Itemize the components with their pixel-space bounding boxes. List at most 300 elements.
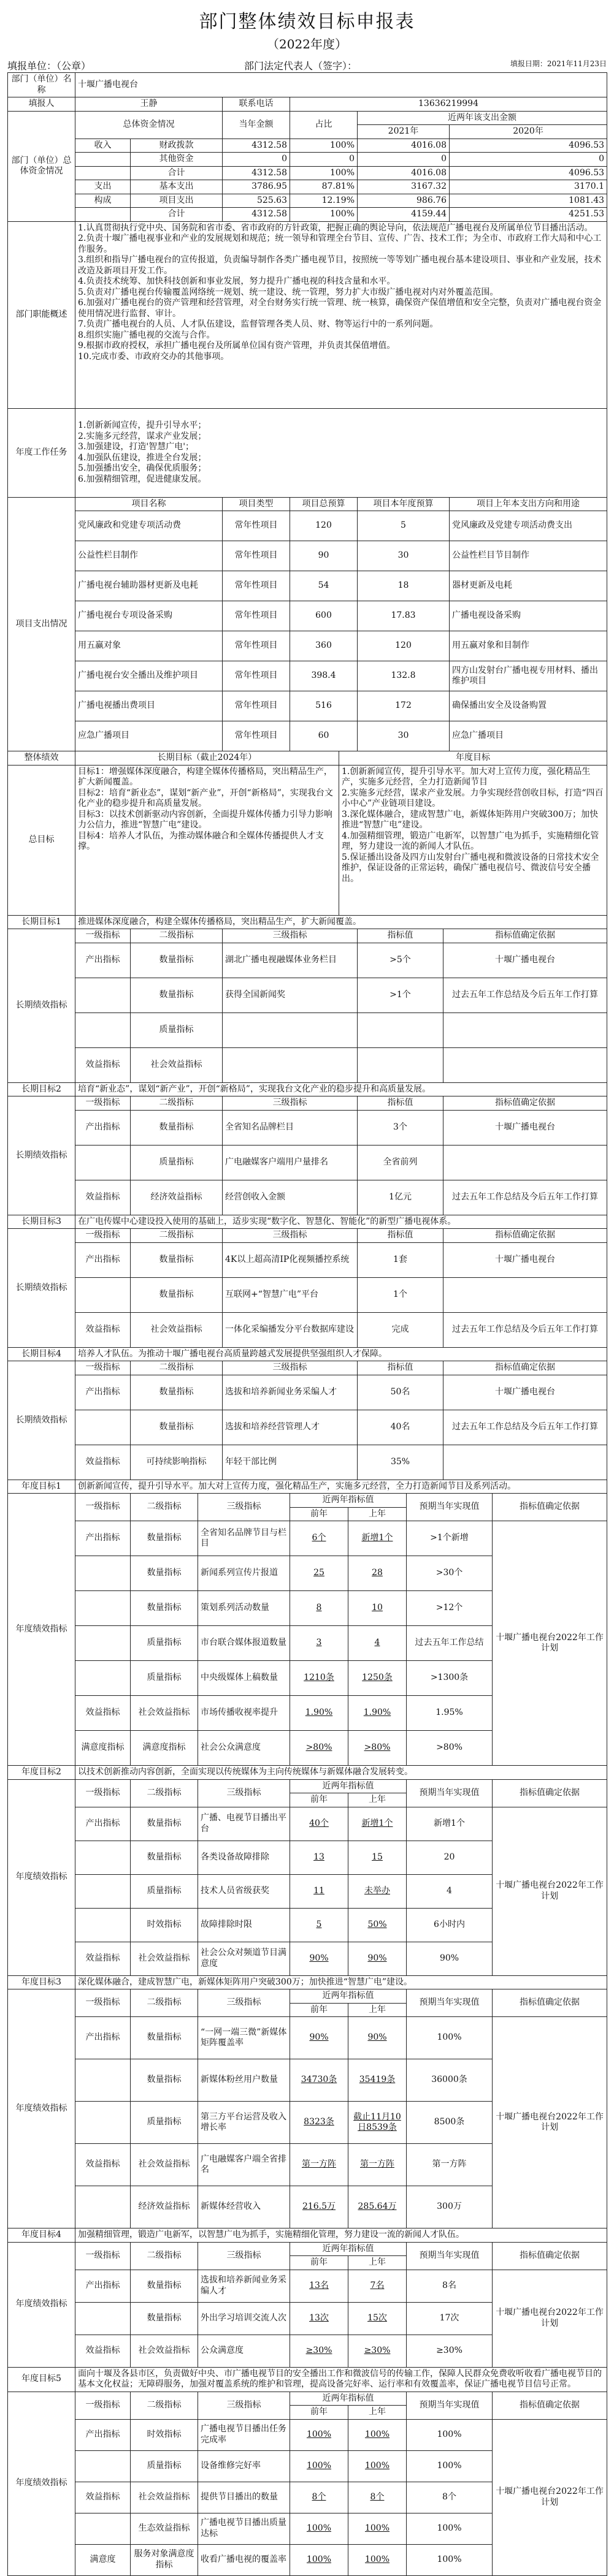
yt-desc-row xyxy=(8,2367,607,2392)
project-total: 600 xyxy=(290,601,358,631)
ind-last: 100% xyxy=(348,2419,407,2450)
ind-expect: 17次 xyxy=(407,2302,493,2335)
ind-expect: 第一方阵 xyxy=(407,2144,493,2186)
project-row xyxy=(8,571,607,601)
ind-prev: 34730条 xyxy=(290,2059,348,2102)
lt-ind-row xyxy=(8,1013,607,1047)
hdr-basis: 指标值确定依据 xyxy=(443,1361,607,1375)
fund-2021: 4159.44 xyxy=(358,208,450,222)
fund-category xyxy=(75,208,131,222)
yt-desc: 深化媒体融合，建成智慧广电，新媒体矩阵用户突破300万；加快推进“智慧广电”建设。 xyxy=(75,1975,607,1989)
project-year: 120 xyxy=(358,631,450,661)
ind-basis xyxy=(443,1047,607,1082)
ind-l1 xyxy=(75,1013,131,1047)
hdr-prev: 前年 xyxy=(290,2406,348,2420)
ind-l3: 收看广播电视的覆盖率 xyxy=(198,2544,290,2575)
ind-basis xyxy=(443,1145,607,1180)
ind-prev: 8个 xyxy=(290,2482,348,2513)
yt-head-row xyxy=(8,1989,607,2004)
duty-item: 8.组织实施广播电视的交流与合作。 xyxy=(78,330,215,340)
ind-val: 50名 xyxy=(358,1375,443,1410)
project-type: 常年性项目 xyxy=(223,721,290,751)
ind-prev: 11 xyxy=(290,1874,348,1908)
ind-prev: 8 xyxy=(290,1591,348,1626)
ind-l3: 经营创收入金额 xyxy=(223,1180,358,1215)
long-head: 长期目标（截止2024年） xyxy=(75,751,339,766)
ind-l1: 产出指标 xyxy=(75,2270,131,2302)
ind-l3: 选拔和培养新闻业务采编人才 xyxy=(198,2270,290,2302)
ind-l2: 数量指标 xyxy=(131,2270,198,2302)
ind-l3: 选拔和培养新闻业务采编人才 xyxy=(223,1375,358,1410)
ind-expect: >12个 xyxy=(407,1591,493,1626)
total-goal-row xyxy=(8,765,607,915)
fund-head-this: 当年金额 xyxy=(223,111,290,139)
fund-2020: 4251.53 xyxy=(450,208,607,222)
hdr-l2: 二级指标 xyxy=(131,1229,223,1243)
fund-item: 其他资金 xyxy=(131,153,223,167)
ind-expect: >1个新增 xyxy=(407,1521,493,1556)
ind-prev: 100% xyxy=(290,2544,348,2575)
ind-l1: 产出指标 xyxy=(75,2017,131,2059)
ind-basis: 十堰广播电视台 xyxy=(443,1375,607,1410)
ind-l1: 满意度指标 xyxy=(75,1731,131,1766)
ind-expect: 20 xyxy=(407,1841,493,1874)
project-type: 常年性项目 xyxy=(223,541,290,571)
ind-l3: 广播电视节目播出任务完成率 xyxy=(198,2419,290,2450)
ind-l1 xyxy=(75,1410,131,1445)
ind-l2: 数量指标 xyxy=(131,1521,198,1556)
hdr-l2: 二级指标 xyxy=(131,929,223,943)
hdr-prev: 前年 xyxy=(290,2003,348,2017)
fund-2020: 4096.53 xyxy=(450,139,607,153)
project-year: 30 xyxy=(358,721,450,751)
hdr-basis: 指标值确定依据 xyxy=(493,2392,607,2419)
ind-val: >5个 xyxy=(358,943,443,978)
overall-head xyxy=(8,751,607,766)
ind-prev: 8323条 xyxy=(290,2102,348,2144)
ind-l2: 数量指标 xyxy=(131,1591,198,1626)
lt-desc-row xyxy=(8,1347,607,1361)
fund-2020: 3170.1 xyxy=(450,180,607,194)
project-name: 用五赢对象 xyxy=(75,631,223,661)
project-type: 常年性项目 xyxy=(223,691,290,721)
ind-basis: 过去五年工作总结及今后五年工作打算 xyxy=(443,1180,607,1215)
total-goal-label: 总目标 xyxy=(8,765,75,915)
meta-row xyxy=(7,58,607,72)
fund-amount: 4312.58 xyxy=(223,208,290,222)
ind-l1: 效益指标 xyxy=(75,1180,131,1215)
yt-perf-label: 年度绩效指标 xyxy=(8,1494,75,1766)
hdr-recent: 近两年指标值 xyxy=(290,1989,407,2004)
ind-last: 8个 xyxy=(348,2482,407,2513)
ind-last: 100% xyxy=(348,2513,407,2544)
yt-head-row xyxy=(8,1779,607,1793)
task-item: 6.加强精细管理，促进健康发展。 xyxy=(78,474,207,484)
project-use: 确保播出安全及设备购置 xyxy=(450,691,607,721)
ind-prev: 40个 xyxy=(290,1807,348,1841)
fund-head-row xyxy=(8,111,607,125)
ind-l1 xyxy=(75,1277,131,1312)
ind-l3: 公众满意度 xyxy=(198,2335,290,2367)
hdr-l2: 二级指标 xyxy=(131,2392,198,2419)
year-label: （2022年度） xyxy=(267,37,347,51)
ind-prev: ≥30% xyxy=(290,2335,348,2367)
ind-prev: 90% xyxy=(290,1942,348,1975)
ind-prev: 13名 xyxy=(290,2270,348,2302)
hdr-l2: 二级指标 xyxy=(131,1779,198,1807)
project-type: 常年性项目 xyxy=(223,601,290,631)
hdr-last: 上年 xyxy=(348,2406,407,2420)
overall-label: 整体绩效 xyxy=(8,751,75,766)
ind-l3: 选拔和培养经营管理人才 xyxy=(223,1410,358,1445)
ind-l1: 产出指标 xyxy=(75,1110,131,1145)
ind-basis: 过去五年工作总结及今后五年工作打算 xyxy=(443,978,607,1013)
project-year: 132.8 xyxy=(358,661,450,691)
lt-ind-row xyxy=(8,1312,607,1347)
ind-val: 1个 xyxy=(358,1277,443,1312)
ind-last: 90% xyxy=(348,1942,407,1975)
lt-desc: 在广电传媒中心建设投入使用的基础上，适步实现“数字化、智慧化、智能化”的新型广播电视体系。 xyxy=(75,1215,607,1229)
ind-prev: 5 xyxy=(290,1908,348,1942)
ind-l1 xyxy=(75,1626,131,1661)
ind-l2: 数量指标 xyxy=(131,2017,198,2059)
ind-l3: 设备维修完好率 xyxy=(198,2450,290,2482)
hdr-prev: 前年 xyxy=(290,1793,348,1807)
ind-source: 十堰广播电视台2022年工作计划 xyxy=(493,2419,607,2575)
ind-l3: 湖北广播电视融媒体业务栏目 xyxy=(223,943,358,978)
ind-val: 1套 xyxy=(358,1242,443,1277)
project-total: 60 xyxy=(290,721,358,751)
hdr-l1: 一级指标 xyxy=(75,1096,131,1111)
ind-l2: 数量指标 xyxy=(131,1242,223,1277)
ind-l2: 数量指标 xyxy=(131,943,223,978)
dept-label: 部门（单位）名称 xyxy=(8,73,75,97)
ind-l1 xyxy=(75,2186,131,2228)
ind-l2: 数量指标 xyxy=(131,1556,198,1591)
ind-expect: >80% xyxy=(407,1731,493,1766)
hdr-recent: 近两年指标值 xyxy=(290,1494,407,1508)
fund-category: 收入 xyxy=(75,139,131,153)
hdr-l2: 二级指标 xyxy=(131,1096,223,1111)
lt-perf-label: 长期绩效指标 xyxy=(8,929,75,1083)
ind-basis: 十堰广播电视台 xyxy=(443,1110,607,1145)
project-name: 广播电视播出费项目 xyxy=(75,691,223,721)
ind-l2: 经济效益指标 xyxy=(131,1180,223,1215)
hdr-l2: 二级指标 xyxy=(131,2242,198,2270)
legal-rep: 部门法定代表人（签字）： xyxy=(244,60,357,72)
ind-val: >1个 xyxy=(358,978,443,1013)
fund-head-recent: 近两年该支出金额 xyxy=(358,111,607,125)
lt-label: 长期目标1 xyxy=(8,915,75,929)
ind-last: 100% xyxy=(348,2544,407,2575)
long-term-table xyxy=(7,915,607,1480)
lt-head-row xyxy=(8,1361,607,1375)
hdr-l2: 二级指标 xyxy=(131,1361,223,1375)
lt-desc-row xyxy=(8,915,607,929)
ind-l2: 满意度指标 xyxy=(131,1731,198,1766)
project-total: 120 xyxy=(290,511,358,541)
fund-amount: 525.63 xyxy=(223,194,290,208)
long-goals xyxy=(75,765,339,915)
fund-pct: 100% xyxy=(290,166,358,180)
lt-desc: 推进媒体深度融合，构建全媒体传播格局，突出精品生产，扩大新闻覆盖。 xyxy=(75,915,607,929)
hdr-l1: 一级指标 xyxy=(75,1361,131,1375)
hdr-val: 指标值 xyxy=(358,929,443,943)
yt-label: 年度目标4 xyxy=(8,2228,75,2243)
ind-l2: 质量指标 xyxy=(131,2102,198,2144)
ind-expect: 8名 xyxy=(407,2270,493,2302)
proj-label: 项目支出情况 xyxy=(8,497,75,751)
ind-l2: 质量指标 xyxy=(131,1874,198,1908)
ind-l1 xyxy=(75,1145,131,1180)
project-year: 172 xyxy=(358,691,450,721)
project-name: 党风廉政和党建专项活动费 xyxy=(75,511,223,541)
hdr-prev: 前年 xyxy=(290,1507,348,1521)
fund-row xyxy=(8,194,607,208)
ind-last: 15 xyxy=(348,1841,407,1874)
fund-2021: 3167.32 xyxy=(358,180,450,194)
ind-l1: 效益指标 xyxy=(75,1942,131,1975)
fund-2020: 0 xyxy=(450,153,607,167)
lt-ind-row xyxy=(8,1410,607,1445)
ind-prev: 3 xyxy=(290,1626,348,1661)
ind-l1 xyxy=(75,2450,131,2482)
ind-expect: 6小时内 xyxy=(407,1908,493,1942)
ind-l2: 质量指标 xyxy=(131,1145,223,1180)
overall-table xyxy=(7,751,607,916)
ind-l2: 数量指标 xyxy=(131,2302,198,2335)
ind-l3: 策划系列活动数量 xyxy=(198,1591,290,1626)
lt-ind-row xyxy=(8,1110,607,1145)
ind-val: 3个 xyxy=(358,1110,443,1145)
ind-last: 35419条 xyxy=(348,2059,407,2102)
hdr-basis: 指标值确定依据 xyxy=(443,1229,607,1243)
yt-ind-row xyxy=(8,2017,607,2059)
fund-pct: 87.81% xyxy=(290,180,358,194)
lt-ind-row xyxy=(8,1445,607,1480)
yt-head-row xyxy=(8,1494,607,1508)
ind-l3 xyxy=(223,1047,358,1082)
fund-row xyxy=(8,166,607,180)
task-item: 4.加强队伍建设，推进全台发展； xyxy=(78,452,207,463)
yt-desc: 创新新闻宣传，提升引导水平。加大对上宣传力度，强化精品生产，实施多元经营，全力打造新闻节目及系列活动。 xyxy=(75,1480,607,1494)
ind-l3: “一网一端三微”新媒体矩阵覆盖率 xyxy=(198,2017,290,2059)
project-use: 用五赢对象和目制作 xyxy=(450,631,607,661)
ind-basis xyxy=(443,1277,607,1312)
yt-ind-row xyxy=(8,1807,607,1841)
fund-amount: 4312.58 xyxy=(223,166,290,180)
ind-last: 100% xyxy=(348,2450,407,2482)
ind-val xyxy=(358,1047,443,1082)
fund-2020: 1081.43 xyxy=(450,194,607,208)
ind-l2: 质量指标 xyxy=(131,1626,198,1661)
ind-l1: 效益指标 xyxy=(75,1047,131,1082)
fund-head-2021: 2021年 xyxy=(358,125,450,139)
hdr-l1: 一级指标 xyxy=(75,1779,131,1807)
yt-desc-row xyxy=(8,1766,607,1780)
ind-l2: 服务对象满意度指标 xyxy=(131,2544,198,2575)
ind-l3: 年轻干部比例 xyxy=(223,1445,358,1480)
ind-prev: >80% xyxy=(290,1731,348,1766)
ind-last: 4 xyxy=(348,1626,407,1661)
report-date: 填报日期：2021年11月23日 xyxy=(510,59,607,68)
project-use: 应急广播项目 xyxy=(450,721,607,751)
ind-l1: 效益指标 xyxy=(75,2482,131,2513)
yt-ind-row xyxy=(8,1521,607,1556)
project-row xyxy=(8,691,607,721)
ind-expect: 新增1个 xyxy=(407,1807,493,1841)
ind-expect: 过去五年工作总结 xyxy=(407,1626,493,1661)
dept-name: 十堰广播电视台 xyxy=(75,73,607,97)
project-row xyxy=(8,721,607,751)
lt-ind-row xyxy=(8,1375,607,1410)
ind-l3: 提供节目播出的数量 xyxy=(198,2482,290,2513)
hdr-l3: 三级指标 xyxy=(198,2392,290,2419)
ind-l1 xyxy=(75,1661,131,1696)
year-goal-item: 3.深化媒体融合，建成智慧广电，新媒体矩阵用户突破300万；加快推进“智慧广电”建设。 xyxy=(342,809,599,830)
ind-source: 十堰广播电视台2022年工作计划 xyxy=(493,1521,607,1766)
ind-basis xyxy=(443,1445,607,1480)
lt-label: 长期目标3 xyxy=(8,1215,75,1229)
ind-last: 1250条 xyxy=(348,1661,407,1696)
fund-amount: 0 xyxy=(223,153,290,167)
ind-last: 90% xyxy=(348,2017,407,2059)
ind-l1 xyxy=(75,2059,131,2102)
ind-l1 xyxy=(75,1556,131,1591)
ind-l3: 广电融媒客户端用户量排名 xyxy=(223,1145,358,1180)
long-goal-item: 目标1：增强媒体深度融合，构建全媒体传播格局，突出精品生产，扩大新闻覆盖。 xyxy=(78,766,332,787)
project-year: 18 xyxy=(358,571,450,601)
fund-pct: 12.19% xyxy=(290,194,358,208)
yt-perf-label: 年度绩效指标 xyxy=(8,1779,75,1975)
hdr-basis: 指标值确定依据 xyxy=(493,1989,607,2017)
project-row xyxy=(8,511,607,541)
ind-l3: 市场传播收视率提升 xyxy=(198,1696,290,1731)
ind-l3: 技术人员省级获奖 xyxy=(198,1874,290,1908)
ind-l2: 社会效益指标 xyxy=(131,2482,198,2513)
ind-l2: 数量指标 xyxy=(131,978,223,1013)
hdr-l1: 一级指标 xyxy=(75,1229,131,1243)
ind-basis: 十堰广播电视台 xyxy=(443,943,607,978)
yt-desc-row xyxy=(8,1480,607,1494)
ind-l2: 社会效益指标 xyxy=(131,1942,198,1975)
ind-expect: ≥30% xyxy=(407,2335,493,2367)
hdr-expect: 预期当年实现值 xyxy=(407,2392,493,2419)
ind-l2: 质量指标 xyxy=(131,2450,198,2482)
hdr-l1: 一级指标 xyxy=(75,1494,131,1521)
lt-desc-row xyxy=(8,1215,607,1229)
fund-pct: 0 xyxy=(290,153,358,167)
task-label: 年度工作任务 xyxy=(8,408,75,497)
ind-l1: 效益指标 xyxy=(75,2144,131,2186)
ind-l2: 数量指标 xyxy=(131,1110,223,1145)
ind-prev: 1.90% xyxy=(290,1696,348,1731)
lt-ind-row xyxy=(8,1242,607,1277)
ind-l3: 市台联合媒体报道数量 xyxy=(198,1626,290,1661)
yt-perf-label: 年度绩效指标 xyxy=(8,2392,75,2575)
task-row xyxy=(8,408,607,497)
ind-l2: 数量指标 xyxy=(131,1841,198,1874)
ind-basis: 过去五年工作总结及今后五年工作打算 xyxy=(443,1410,607,1445)
ind-basis: 十堰广播电视台 xyxy=(443,1242,607,1277)
ind-prev: 6个 xyxy=(290,1521,348,1556)
hdr-last: 上年 xyxy=(348,2003,407,2017)
project-row xyxy=(8,541,607,571)
lt-ind-row xyxy=(8,1277,607,1312)
lt-perf-label: 长期绩效指标 xyxy=(8,1361,75,1480)
ind-l3: 新媒体粉丝用户数量 xyxy=(198,2059,290,2102)
task-text xyxy=(75,408,607,497)
ind-l1: 效益指标 xyxy=(75,2335,131,2367)
ind-expect: 100% xyxy=(407,2017,493,2059)
ind-l1 xyxy=(75,2302,131,2335)
ind-expect: 300万 xyxy=(407,2186,493,2228)
phone-value: 13636219994 xyxy=(290,97,607,112)
ind-l3: 中央级媒体上稿数量 xyxy=(198,1661,290,1696)
ind-expect: 4 xyxy=(407,1874,493,1908)
fill-unit: 填报单位：（公章） xyxy=(7,60,91,72)
yt-head-row xyxy=(8,2242,607,2256)
project-row xyxy=(8,601,607,631)
ind-l3: 各类设备故障排除 xyxy=(198,1841,290,1874)
ind-l2: 质量指标 xyxy=(131,1013,223,1047)
fund-2021: 4016.08 xyxy=(358,139,450,153)
ind-l1 xyxy=(75,1591,131,1626)
fund-item: 项目支出 xyxy=(131,194,223,208)
ind-l1: 产出指标 xyxy=(75,1807,131,1841)
yt-desc: 加强精细管理，锻造广电新军，以智慧广电为抓手，实施精细化管理，努力建设一流的新闻人才队伍。 xyxy=(75,2228,607,2243)
yt-perf-label: 年度绩效指标 xyxy=(8,2242,75,2367)
filler-row xyxy=(8,97,607,112)
lt-label: 长期目标4 xyxy=(8,1347,75,1361)
duty-item: 5.负责对广播电视台传输覆盖网络统一规划、统一建设、统一管理，努力扩大市级广播电视对内对外覆盖范围。 xyxy=(78,287,499,297)
hdr-l3: 三级指标 xyxy=(198,1989,290,2017)
ind-val xyxy=(358,1013,443,1047)
project-year: 30 xyxy=(358,541,450,571)
yt-label: 年度目标3 xyxy=(8,1975,75,1989)
ind-last: 第一方阵 xyxy=(348,2144,407,2186)
ind-prev: 1210条 xyxy=(290,1661,348,1696)
ind-last: 新增1个 xyxy=(348,1521,407,1556)
fund-amount: 4312.58 xyxy=(223,139,290,153)
ind-l2: 经济效益指标 xyxy=(131,2186,198,2228)
ind-source: 十堰广播电视台2022年工作计划 xyxy=(493,2270,607,2367)
ind-l2: 数量指标 xyxy=(131,1410,223,1445)
proj-head: 项目上年本支出方向和用途 xyxy=(450,497,607,511)
ind-l1 xyxy=(75,2513,131,2544)
yt-desc: 以技术创新推动内容创新，全面实现以传统媒体为主向传统媒体与新媒体融合发展转变。 xyxy=(75,1766,607,1780)
fund-item: 合计 xyxy=(131,208,223,222)
ind-expect: 90% xyxy=(407,1942,493,1975)
hdr-basis: 指标值确定依据 xyxy=(493,1494,607,1521)
ind-l3 xyxy=(223,1013,358,1047)
top-table xyxy=(7,72,607,751)
task-item: 5.加强播出安全，确保优质服务； xyxy=(78,463,207,473)
project-total: 398.4 xyxy=(290,661,358,691)
hdr-l2: 二级指标 xyxy=(131,1494,198,1521)
hdr-recent: 近两年指标值 xyxy=(290,2242,407,2256)
lt-perf-label: 长期绩效指标 xyxy=(8,1229,75,1348)
proj-head: 项目类型 xyxy=(223,497,290,511)
ind-l3: 全省知名品牌栏目 xyxy=(223,1110,358,1145)
ind-l3: 广播电视节目播出质量达标 xyxy=(198,2513,290,2544)
lt-label: 长期目标2 xyxy=(8,1082,75,1096)
ind-l2: 可持续影响指标 xyxy=(131,1445,223,1480)
hdr-recent: 近两年指标值 xyxy=(290,1779,407,1793)
ind-l3: 4K以上超高清IP化视频播控系统 xyxy=(223,1242,358,1277)
project-row xyxy=(8,631,607,661)
fund-head-pct: 占比 xyxy=(290,111,358,139)
